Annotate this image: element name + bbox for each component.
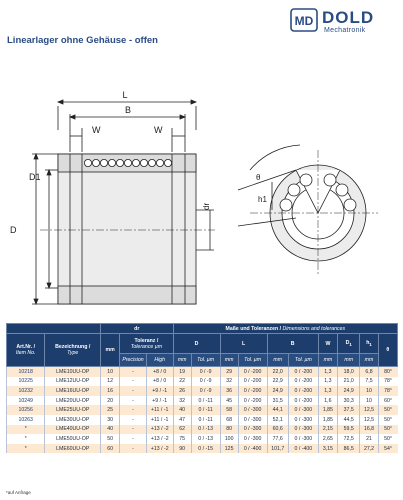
table-cell: 0 / -300 <box>238 425 267 435</box>
dim-label-L: L <box>122 90 128 100</box>
table-cell: 50° <box>378 434 397 444</box>
header-h1 <box>360 334 378 354</box>
table-cell: 80 <box>220 425 238 435</box>
table-cell: 7,5 <box>360 377 378 387</box>
table-cell: 22,9 <box>267 377 288 387</box>
table-cell: 0 / -200 <box>288 386 318 396</box>
md-logo-mark <box>290 8 318 32</box>
table-cell: 22 <box>173 377 191 387</box>
table-cell: 27,2 <box>360 444 378 454</box>
logo-sub: Mechatronik <box>324 27 366 34</box>
header-mm: mm <box>100 334 119 367</box>
table-cell: 0 / -200 <box>288 367 318 377</box>
header-tolerance <box>120 334 173 354</box>
table-cell: - <box>120 405 147 415</box>
sub-W-mm: mm <box>318 354 337 367</box>
table-cell: 10 <box>100 367 119 377</box>
table-cell: 0 / -15 <box>191 444 220 454</box>
header-bez-de: Bezeichnung / <box>55 344 91 350</box>
table-cell: 31,5 <box>267 396 288 406</box>
table-cell: 52,1 <box>267 415 288 425</box>
header-art-de: Art.Nr. / <box>16 344 36 350</box>
table-cell: 30 <box>100 415 119 425</box>
header-dr: dr <box>100 324 173 334</box>
table-cell: 125 <box>220 444 238 454</box>
table-cell: 21 <box>360 434 378 444</box>
table-cell: 60° <box>378 396 397 406</box>
header-bez <box>45 334 101 367</box>
table-cell: 0 / -300 <box>288 425 318 435</box>
item-number-cell: * <box>7 444 45 454</box>
header-D1-main: D <box>345 339 350 346</box>
table-cell: 50° <box>378 425 397 435</box>
table-cell: +11 / -1 <box>146 405 173 415</box>
page-title: Linearlager ohne Gehäuse - offen <box>7 35 158 46</box>
table-row <box>7 377 398 387</box>
table-cell: 0 / -400 <box>238 444 267 454</box>
table-cell: 60 <box>100 444 119 454</box>
table-cell: 0 / -400 <box>288 444 318 454</box>
table-cell: 50° <box>378 415 397 425</box>
table-cell: 16,8 <box>360 425 378 435</box>
table-cell: 50 <box>100 434 119 444</box>
table-cell: 37,5 <box>338 405 360 415</box>
header-dims: Maße und Toleranzen / Dimensions and tolerances <box>173 324 397 334</box>
table-cell: 44,1 <box>267 405 288 415</box>
table-cell: 60,6 <box>267 425 288 435</box>
logo-brand: DOLD <box>322 8 375 27</box>
table-cell: 0 / -300 <box>238 434 267 444</box>
table-cell: 1,3 <box>318 386 337 396</box>
type-cell: LME30UU-OP <box>45 415 101 425</box>
table-cell: 40 <box>100 425 119 435</box>
table-cell: - <box>120 386 147 396</box>
table-cell: 90 <box>173 444 191 454</box>
table-cell: 78° <box>378 377 397 387</box>
type-cell: LME25UU-OP <box>45 405 101 415</box>
table-cell: +13 / -2 <box>146 444 173 454</box>
table-cell: +13 / -2 <box>146 425 173 435</box>
logo-initials: MD <box>294 14 314 28</box>
table-cell: 12 <box>100 377 119 387</box>
header-tol-de: Toleranz / <box>134 337 159 344</box>
table-cell: 1,85 <box>318 415 337 425</box>
table-cell: 1,85 <box>318 405 337 415</box>
table-cell: 16 <box>100 386 119 396</box>
item-number-cell: 10225 <box>7 377 45 387</box>
table-cell: - <box>120 415 147 425</box>
table-cell: 0 / -11 <box>191 415 220 425</box>
item-number-cell: 10256 <box>7 405 45 415</box>
header-theta: θ <box>378 334 397 367</box>
table-row <box>7 415 398 425</box>
dim-label-D: D <box>10 225 17 235</box>
table-cell: 40 <box>173 405 191 415</box>
table-cell: 24,9 <box>267 386 288 396</box>
table-cell: +11 / -1 <box>146 415 173 425</box>
table-cell: 47 <box>173 415 191 425</box>
type-cell: LME16UU-OP <box>45 386 101 396</box>
table-cell: 0 / -9 <box>191 367 220 377</box>
dold-logo <box>290 8 398 38</box>
table-cell: 0 / -200 <box>238 367 267 377</box>
table-cell: 68 <box>220 415 238 425</box>
table-cell: 0 / -9 <box>191 377 220 387</box>
table-cell: 0 / -11 <box>191 405 220 415</box>
table-cell: 0 / -13 <box>191 434 220 444</box>
item-number-cell: * <box>7 434 45 444</box>
sub-D-tol: Tol. µm <box>191 354 220 367</box>
table-cell: 1,6 <box>318 396 337 406</box>
table-row <box>7 425 398 435</box>
dim-label-B: B <box>124 105 132 115</box>
table-row <box>7 396 398 406</box>
type-cell: LME50UU-OP <box>45 434 101 444</box>
table-cell: 72,5 <box>338 434 360 444</box>
header-blank <box>7 324 101 334</box>
table-cell: 0 / -300 <box>288 434 318 444</box>
type-cell: LME10UU-OP <box>45 367 101 377</box>
item-number-cell: 10218 <box>7 367 45 377</box>
sub-L-mm: mm <box>220 354 238 367</box>
type-cell: LME12UU-OP <box>45 377 101 387</box>
table-cell: 0 / -9 <box>191 386 220 396</box>
table-cell: 45 <box>220 396 238 406</box>
table-cell: 44,5 <box>338 415 360 425</box>
header-dims-de: Maße und Toleranzen <box>225 325 279 332</box>
table-cell: 2,65 <box>318 434 337 444</box>
type-cell: LME20UU-OP <box>45 396 101 406</box>
table-cell: 10 <box>360 386 378 396</box>
table-cell: - <box>120 425 147 435</box>
item-number-cell: 10232 <box>7 386 45 396</box>
table-body <box>7 367 398 454</box>
sub-B-mm: mm <box>267 354 288 367</box>
table-cell: 0 / -300 <box>238 415 267 425</box>
table-cell: 6,8 <box>360 367 378 377</box>
spec-table <box>6 323 398 453</box>
table-cell: 0 / -300 <box>238 405 267 415</box>
table-cell: 1,3 <box>318 367 337 377</box>
table-cell: - <box>120 396 147 406</box>
table-row <box>7 405 398 415</box>
header-L: L <box>220 334 267 354</box>
table-cell: 58 <box>220 405 238 415</box>
table-cell: - <box>120 434 147 444</box>
item-number-cell: 10263 <box>7 415 45 425</box>
table-row <box>7 386 398 396</box>
table-cell: 0 / -200 <box>238 377 267 387</box>
table-cell: 0 / -300 <box>288 415 318 425</box>
table-cell: +8 / 0 <box>146 377 173 387</box>
sub-L-tol: Tol. µm <box>238 354 267 367</box>
table-cell: 12,5 <box>360 405 378 415</box>
table-cell: 24,9 <box>338 386 360 396</box>
dim-label-theta: θ <box>256 173 261 182</box>
table-cell: 21,0 <box>338 377 360 387</box>
sub-B-tol: Tol. µm <box>288 354 318 367</box>
table-cell: 20 <box>100 396 119 406</box>
table-cell: 86,5 <box>338 444 360 454</box>
table-cell: 32 <box>220 377 238 387</box>
table-cell: 100 <box>220 434 238 444</box>
header-h1-main: h <box>366 339 370 346</box>
table-row <box>7 444 398 454</box>
header-B: B <box>267 334 318 354</box>
table-cell: 0 / -200 <box>238 396 267 406</box>
table-cell: - <box>120 377 147 387</box>
dim-label-h1: h1 <box>258 195 267 204</box>
sub-D-mm: mm <box>173 354 191 367</box>
table-cell: 101,7 <box>267 444 288 454</box>
table-cell: 62 <box>173 425 191 435</box>
header-bez-en: Type <box>67 350 79 356</box>
table-header-row-2 <box>7 334 398 354</box>
table-cell: 29 <box>220 367 238 377</box>
table-cell: - <box>120 444 147 454</box>
table-cell: 19 <box>173 367 191 377</box>
table-cell: - <box>120 367 147 377</box>
table-cell: 3,15 <box>318 444 337 454</box>
header-art <box>7 334 45 367</box>
header-art-en: Item No. <box>15 350 36 356</box>
header-h1-sub: 1 <box>369 342 372 348</box>
type-cell: LME40UU-OP <box>45 425 101 435</box>
table-cell: 50° <box>378 405 397 415</box>
table-cell: 54° <box>378 444 397 454</box>
table-cell: 26 <box>173 386 191 396</box>
table-cell: 30,3 <box>338 396 360 406</box>
table-cell: 0 / -13 <box>191 425 220 435</box>
header-tol-en: Tolerance µm <box>130 343 163 350</box>
footnote: *auf Anfrage <box>6 490 31 495</box>
table-cell: 75 <box>173 434 191 444</box>
table-cell: 59,5 <box>338 425 360 435</box>
header-D1-sub: 1 <box>349 342 352 348</box>
dim-label-W1: W <box>92 125 101 135</box>
table-cell: 2,15 <box>318 425 337 435</box>
header-D1 <box>338 334 360 354</box>
table-cell: 36 <box>220 386 238 396</box>
dim-label-dr: dr <box>202 202 211 210</box>
table-cell: +9 / -1 <box>146 386 173 396</box>
item-number-cell: 10249 <box>7 396 45 406</box>
table-cell: 1,3 <box>318 377 337 387</box>
sub-precision: Precision <box>120 354 147 367</box>
item-number-cell: * <box>7 425 45 435</box>
table-header-row-1 <box>7 324 398 334</box>
dim-label-W2: W <box>154 125 163 135</box>
table-cell: 77,6 <box>267 434 288 444</box>
sub-h1-mm: mm <box>360 354 378 367</box>
table-cell: 0 / -11 <box>191 396 220 406</box>
table-cell: 0 / -300 <box>288 405 318 415</box>
table-cell: 0 / -200 <box>288 396 318 406</box>
table-row <box>7 367 398 377</box>
table-cell: 12,5 <box>360 415 378 425</box>
sub-high: High <box>146 354 173 367</box>
table-cell: 80° <box>378 367 397 377</box>
table-cell: 0 / -200 <box>288 377 318 387</box>
table-cell: 0 / -200 <box>238 386 267 396</box>
header-W: W <box>318 334 337 354</box>
table-cell: +8 / 0 <box>146 367 173 377</box>
table-row <box>7 434 398 444</box>
table-cell: 78° <box>378 386 397 396</box>
table-cell: 18,0 <box>338 367 360 377</box>
table-cell: 10 <box>360 396 378 406</box>
table-cell: +9 / -1 <box>146 396 173 406</box>
table-cell: 22,0 <box>267 367 288 377</box>
table-cell: +13 / -2 <box>146 434 173 444</box>
table-cell: 32 <box>173 396 191 406</box>
dim-label-D1: D1 <box>29 172 41 182</box>
type-cell: LME60UU-OP <box>45 444 101 454</box>
sub-D1-mm: mm <box>338 354 360 367</box>
header-dims-en: Dimensions and tolerances <box>282 325 346 332</box>
table-cell: 25 <box>100 405 119 415</box>
header-D: D <box>173 334 220 354</box>
bearing-drawing <box>0 70 403 318</box>
